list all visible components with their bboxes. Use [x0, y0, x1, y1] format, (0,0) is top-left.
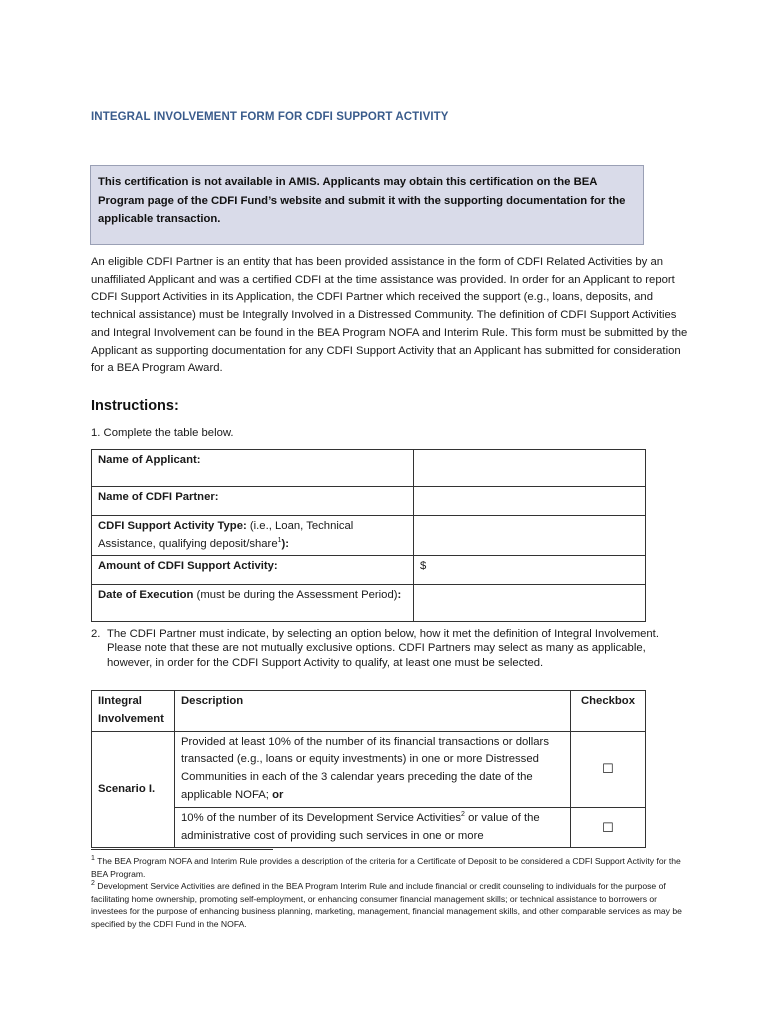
activity-type-label-end: ):	[281, 537, 290, 550]
scenario-1-criterion-b	[175, 807, 571, 848]
footnote-ref-1: 1	[277, 536, 282, 544]
table-row	[92, 585, 646, 622]
footnote-1	[91, 855, 691, 880]
execution-date-label	[92, 585, 414, 622]
footnote-2	[91, 880, 691, 930]
instructions-heading: Instructions:	[91, 398, 179, 414]
amount-label: Amount of CDFI Support Activity:	[92, 556, 414, 585]
scenario-1-criterion-a	[175, 731, 571, 807]
applicant-name-field[interactable]	[414, 450, 646, 487]
activity-type-label	[92, 516, 414, 556]
footnote-divider	[91, 849, 273, 850]
table-header-row	[92, 691, 646, 732]
table-row	[92, 807, 646, 848]
execution-date-label-end: :	[397, 589, 402, 602]
form-title: INTEGRAL INVOLVEMENT FORM FOR CDFI SUPPORT ACTIVITY	[91, 111, 449, 123]
step-1-text: 1. Complete the table below.	[91, 427, 234, 439]
applicant-label: Name of Applicant:	[92, 450, 414, 487]
partner-label: Name of CDFI Partner:	[92, 487, 414, 516]
intro-paragraph: An eligible CDFI Partner is an entity that has been provided assistance in the form of CDFI Related Activities by an unaffiliated Applicant and was a certified CDFI at the time assistance was provided. In order for an Applicant to report CDFI Support Activities in its Application, the CDFI Partner which received the support (e.g., loans, deposits, and technical assistance) must be Integrally Involved in a Distressed Community. The definition of CDFI Support Activities and Integral Involvement can be found in the BEA Program NOFA and Interim Rule. This form must be submitted by the Applicant as supporting documentation for any CDFI Support Activity that an Applicant has submitted for consideration for a BEA Program Award.	[91, 256, 688, 375]
execution-date-field[interactable]	[414, 585, 646, 622]
certification-notice	[90, 165, 644, 245]
criterion-a-or: or	[272, 788, 284, 801]
notice-text: This certification is not available in AMIS. Applicants may obtain this certification on the BEA Program page of the CDFI Fund’s website and submit it with the supporting documentation for the applicable transaction.	[98, 176, 626, 225]
integral-involvement-table	[91, 690, 646, 848]
col-header-description: Description	[175, 691, 571, 732]
activity-type-field[interactable]	[414, 516, 646, 556]
partner-name-field[interactable]	[414, 487, 646, 516]
footnote-1-text: The BEA Program NOFA and Interim Rule provides a description of the criteria for a Certificate of Deposit to be considered a CDFI Support Activity for the BEA Program.	[91, 856, 681, 879]
table-row	[92, 731, 646, 807]
criterion-a-checkbox[interactable]: ☐	[571, 731, 646, 807]
activity-type-label-rest: (i.e., Loan, Technical Assistance, qualifying deposit/share	[98, 520, 354, 550]
table-row	[92, 556, 646, 585]
footnote-ref-2: 2	[461, 811, 465, 819]
execution-date-label-bold: Date of Execution	[98, 589, 194, 602]
step-2	[91, 627, 671, 670]
scenario-label: Scenario I.	[92, 731, 175, 848]
execution-date-label-rest: (must be during the Assessment Period)	[193, 589, 398, 602]
footnote-1-number: 1	[91, 855, 95, 863]
footnotes	[91, 855, 691, 931]
activity-type-label-bold: CDFI Support Activity Type:	[98, 520, 247, 532]
transaction-info-table	[91, 449, 646, 622]
criterion-b-text-b: or value of the administrative cost of providing such services in one or more	[181, 811, 540, 842]
criterion-a-text: Provided at least 10% of the number of its financial transactions or dollars transacted (e.g., loans or equity investments) in one or more Distressed Communities in each of the 3 calendar years preceding the date of the applicable NOFA;	[181, 735, 549, 801]
step-2-text: The CDFI Partner must indicate, by selecting an option below, how it met the definition of Integral Involvement. Please note that these are not mutually exclusive options. CDFI Partners may select as many as applicable, however, in order for the CDFI Support Activity to qualify, at least one must be selected.	[107, 628, 659, 669]
table-row	[92, 516, 646, 556]
footnote-2-number: 2	[91, 880, 95, 888]
amount-field[interactable]: $	[414, 556, 646, 585]
table-row	[92, 450, 646, 487]
criterion-b-text-a: 10% of the number of its Development Service Activities	[181, 811, 462, 824]
table-row	[92, 487, 646, 516]
footnote-2-text: Development Service Activities are defined in the BEA Program Interim Rule and include financial or credit counseling to individuals for the purpose of facilitating home ownership, promoting self-employment, or enhancing consumer financial management skills; or technical assistance to borrowers or investees for the purpose of enhancing business planning, marketing, management, financial management skills, and other comparable services as may be specified by the CDFI Fund in the NOFA.	[91, 881, 682, 929]
criterion-b-checkbox[interactable]: ☐	[571, 807, 646, 848]
step-2-number: 2.	[91, 628, 101, 640]
col-header-checkbox: Checkbox	[571, 691, 646, 732]
col-header-involvement: IIntegral Involvement	[92, 691, 175, 732]
